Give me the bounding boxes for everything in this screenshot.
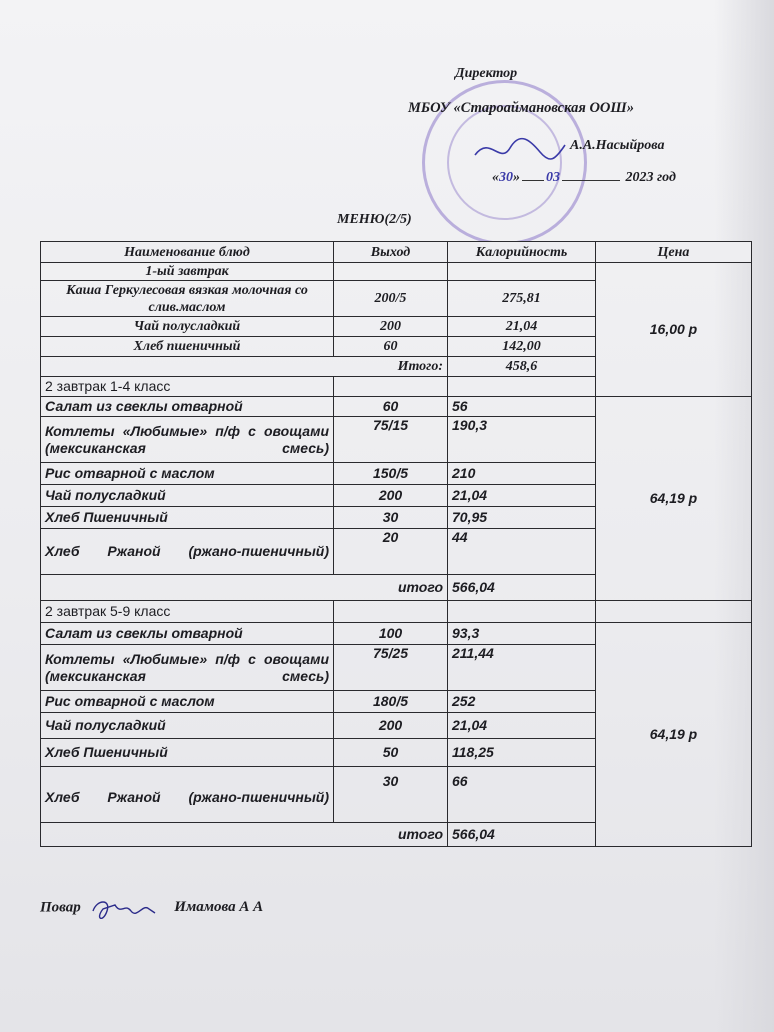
dish-kcal: 275,81: [448, 281, 596, 317]
dish-yield: 30: [334, 767, 448, 823]
dish-yield: 200/5: [334, 281, 448, 317]
dish-kcal: 66: [448, 767, 596, 823]
col-header-price: Цена: [596, 242, 752, 263]
cook-name: Имамова А А: [174, 899, 264, 916]
dish-name: Чай полусладкий: [41, 713, 334, 739]
dish-yield: 100: [334, 623, 448, 645]
dish-kcal: 142,00: [448, 337, 596, 357]
date-year: 2023 год: [625, 170, 676, 185]
dish-kcal: 21,04: [448, 317, 596, 337]
section3-label-row: [41, 601, 752, 623]
director-signature: [470, 130, 570, 170]
table-row: [41, 397, 752, 417]
dish-yield: 75/25: [334, 645, 448, 691]
col-header-name: Наименование блюд: [41, 242, 334, 263]
cook-signature-line: [40, 897, 263, 919]
dish-yield: 75/15: [334, 417, 448, 463]
dish-name: Чай полусладкий: [41, 485, 334, 507]
date-day: 30: [499, 170, 513, 185]
menu-table: [40, 241, 752, 847]
table-header-row: [41, 242, 752, 263]
approval-director: Директор: [455, 66, 518, 81]
section-label: 2 завтрак 1-4 класс: [41, 377, 334, 397]
dish-name: Хлеб Пшеничный: [41, 507, 334, 529]
total-label: итого: [41, 823, 448, 847]
section1-label-row: [41, 263, 752, 281]
dish-kcal: 56: [448, 397, 596, 417]
menu-title: МЕНЮ(2/5): [337, 212, 412, 227]
dish-name: Хлеб Ржаной (ржано-пшеничный): [41, 767, 334, 823]
dish-yield: 180/5: [334, 691, 448, 713]
dish-kcal: 21,04: [448, 713, 596, 739]
total-label: итого: [41, 575, 448, 601]
cook-signature: [85, 897, 165, 919]
total-label: Итого:: [41, 357, 448, 377]
dish-name: Рис отварной с маслом: [41, 463, 334, 485]
dish-name: Салат из свеклы отварной: [41, 397, 334, 417]
dish-kcal: 190,3: [448, 417, 596, 463]
dish-yield: 60: [334, 397, 448, 417]
section3-price: 64,19 р: [596, 623, 752, 847]
dish-kcal: 252: [448, 691, 596, 713]
dish-yield: 150/5: [334, 463, 448, 485]
col-header-yield: Выход: [334, 242, 448, 263]
dish-kcal: 44: [448, 529, 596, 575]
dish-name: Салат из свеклы отварной: [41, 623, 334, 645]
dish-kcal: 210: [448, 463, 596, 485]
approval-school: МБОУ «Староаймановская ООШ»: [408, 100, 634, 116]
dish-name: Хлеб Ржаной (ржано-пшеничный): [41, 529, 334, 575]
dish-kcal: 118,25: [448, 739, 596, 767]
dish-yield: 60: [334, 337, 448, 357]
dish-name: Котлеты «Любимые» п/ф с овощами (мексиканская смесь): [41, 417, 334, 463]
dish-kcal: 211,44: [448, 645, 596, 691]
dish-kcal: 21,04: [448, 485, 596, 507]
dish-name: Хлеб пшеничный: [41, 337, 334, 357]
cook-role: Повар: [40, 899, 81, 916]
dish-name: Каша Геркулесовая вязкая молочная со слив.маслом: [41, 281, 334, 317]
section-label: 1-ый завтрак: [41, 263, 334, 281]
dish-kcal: 70,95: [448, 507, 596, 529]
dish-name: Рис отварной с маслом: [41, 691, 334, 713]
dish-yield: 20: [334, 529, 448, 575]
dish-yield: 50: [334, 739, 448, 767]
section2-price: 64,19 р: [596, 397, 752, 601]
dish-yield: 30: [334, 507, 448, 529]
dish-name: Котлеты «Любимые» п/ф с овощами (мексиканская смесь): [41, 645, 334, 691]
dish-name: Хлеб Пшеничный: [41, 739, 334, 767]
section1-price: 16,00 р: [596, 263, 752, 397]
approval-signatory: А.А.Насыйрова: [570, 138, 665, 153]
dish-yield: 200: [334, 713, 448, 739]
section-label: 2 завтрак 5-9 класс: [41, 601, 334, 623]
total-kcal: 458,6: [448, 357, 596, 377]
table-row: [41, 623, 752, 645]
total-kcal: 566,04: [448, 575, 596, 601]
dish-kcal: 93,3: [448, 623, 596, 645]
dish-yield: 200: [334, 485, 448, 507]
dish-yield: 200: [334, 317, 448, 337]
dish-name: Чай полусладкий: [41, 317, 334, 337]
total-kcal: 566,04: [448, 823, 596, 847]
approval-date: «30» 03 2023 год: [492, 170, 676, 185]
date-month: 03: [546, 170, 560, 185]
col-header-kcal: Калорийность: [448, 242, 596, 263]
